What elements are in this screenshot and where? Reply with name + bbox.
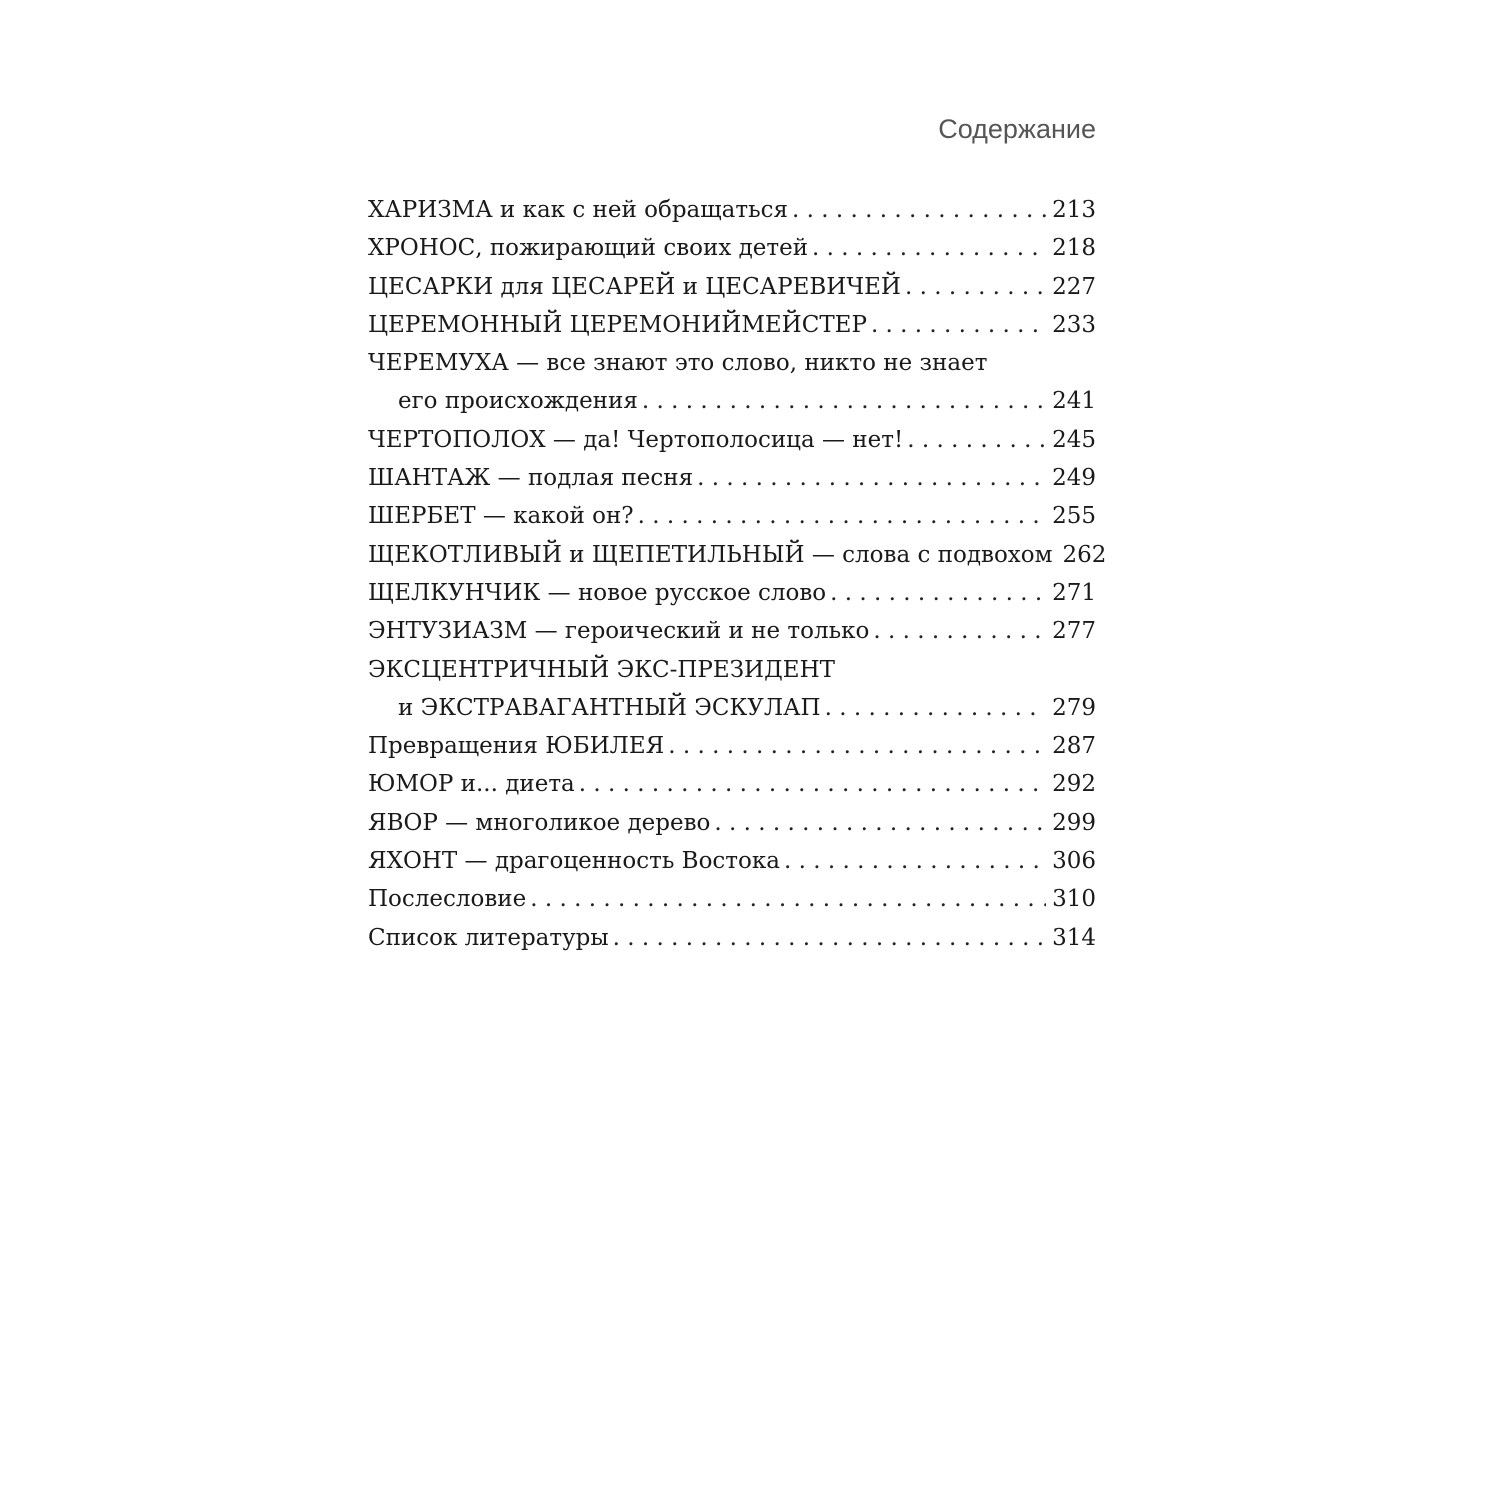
page-number: 233	[1052, 311, 1096, 338]
entry-title: ЯХОНТ — драгоценность Востока	[368, 848, 780, 875]
toc-entry	[368, 229, 1096, 267]
toc-entry	[368, 651, 1096, 728]
entry-title-line-1: ЧЕРЕМУХА — все знают это слово, никто не знает	[368, 350, 988, 377]
entry-title: ХРОНОС, пожирающий своих детей	[368, 235, 809, 262]
page-number: 287	[1052, 733, 1096, 760]
entry-title: ЯВОР — многоликое дерево	[368, 809, 711, 836]
toc-entry	[368, 880, 1096, 918]
toc-entry	[368, 306, 1096, 344]
toc-entry	[368, 574, 1096, 612]
toc-entry	[368, 765, 1096, 803]
toc-entry	[368, 497, 1096, 535]
dot-leader	[638, 497, 1046, 535]
dot-leader	[825, 689, 1047, 727]
toc-entry	[368, 919, 1096, 957]
entry-title: ШАНТАЖ — подлая песня	[368, 465, 694, 492]
entry-title-line-1: ЭКСЦЕНТРИЧНЫЙ ЭКС-ПРЕЗИДЕНТ	[368, 656, 835, 683]
page-number: 292	[1052, 771, 1096, 798]
dot-leader	[530, 880, 1046, 918]
page-number: 310	[1052, 886, 1096, 913]
page-number: 271	[1052, 579, 1096, 606]
entry-title: ШЕРБЕТ — какой он?	[368, 503, 634, 530]
entry-title: Послесловие	[368, 886, 527, 913]
entry-title: ЮМОР и... диета	[368, 771, 575, 798]
page-number: 262	[1062, 541, 1107, 568]
dot-leader	[905, 268, 1046, 306]
dot-leader	[613, 919, 1046, 957]
entry-title: ЩЕКОТЛИВЫЙ и ЩЕПЕТИЛЬНЫЙ — слова с подвохом	[368, 541, 1053, 568]
page-number: 279	[1052, 694, 1096, 721]
dot-leader	[792, 191, 1046, 229]
page-number: 314	[1052, 924, 1096, 951]
page-number: 249	[1052, 465, 1096, 492]
toc-entry	[368, 612, 1096, 650]
dot-leader	[714, 804, 1046, 842]
dot-leader	[668, 727, 1046, 765]
page-number: 245	[1052, 426, 1096, 453]
page-number: 306	[1052, 848, 1096, 875]
toc-entry	[368, 804, 1096, 842]
entry-title: Список литературы	[368, 924, 609, 951]
toc-entry	[368, 268, 1096, 306]
toc-entry	[368, 459, 1096, 497]
toc-entry	[368, 421, 1096, 459]
entry-title: ХАРИЗМА и как с ней обращаться	[368, 197, 788, 223]
entry-title: ЦЕСАРКИ для ЦЕСАРЕЙ и ЦЕСАРЕВИЧЕЙ	[368, 273, 901, 300]
page-number: 241	[1052, 388, 1096, 415]
entry-title: ЧЕРТОПОЛОХ — да! Чертополосица — нет!	[368, 426, 904, 453]
entry-title: Превращения ЮБИЛЕЯ	[368, 733, 665, 760]
entry-title: ЩЕЛКУНЧИК — новое русское слово	[368, 579, 827, 606]
toc-entry	[368, 191, 1096, 229]
page-number: 255	[1052, 503, 1096, 530]
dot-leader	[907, 421, 1046, 459]
dot-leader	[579, 765, 1046, 803]
dot-leader	[873, 612, 1046, 650]
table-of-contents	[368, 191, 1107, 957]
toc-entry	[368, 727, 1096, 765]
entry-title: ЦЕРЕМОННЫЙ ЦЕРЕМОНИЙМЕЙСТЕР	[368, 311, 867, 338]
dot-leader	[697, 459, 1046, 497]
page-number: 218	[1052, 235, 1096, 262]
entry-title-line-2: его происхождения	[398, 388, 638, 415]
dot-leader	[830, 574, 1046, 612]
page-number: 227	[1052, 273, 1096, 300]
page-number: 213	[1052, 197, 1096, 223]
page-number: 299	[1052, 809, 1096, 836]
toc-entry	[368, 842, 1096, 880]
toc-entry	[368, 536, 1107, 574]
dot-leader	[642, 382, 1046, 420]
page-number: 277	[1052, 618, 1096, 645]
toc-entry	[368, 344, 1096, 421]
entry-title: ЭНТУЗИАЗМ — героический и не только	[368, 618, 870, 645]
dot-leader	[784, 842, 1046, 880]
dot-leader	[871, 306, 1046, 344]
running-head: Содержание	[938, 114, 1096, 144]
dot-leader	[812, 229, 1046, 267]
entry-title-line-2: и ЭКСТРАВАГАНТНЫЙ ЭСКУЛАП	[398, 694, 821, 721]
